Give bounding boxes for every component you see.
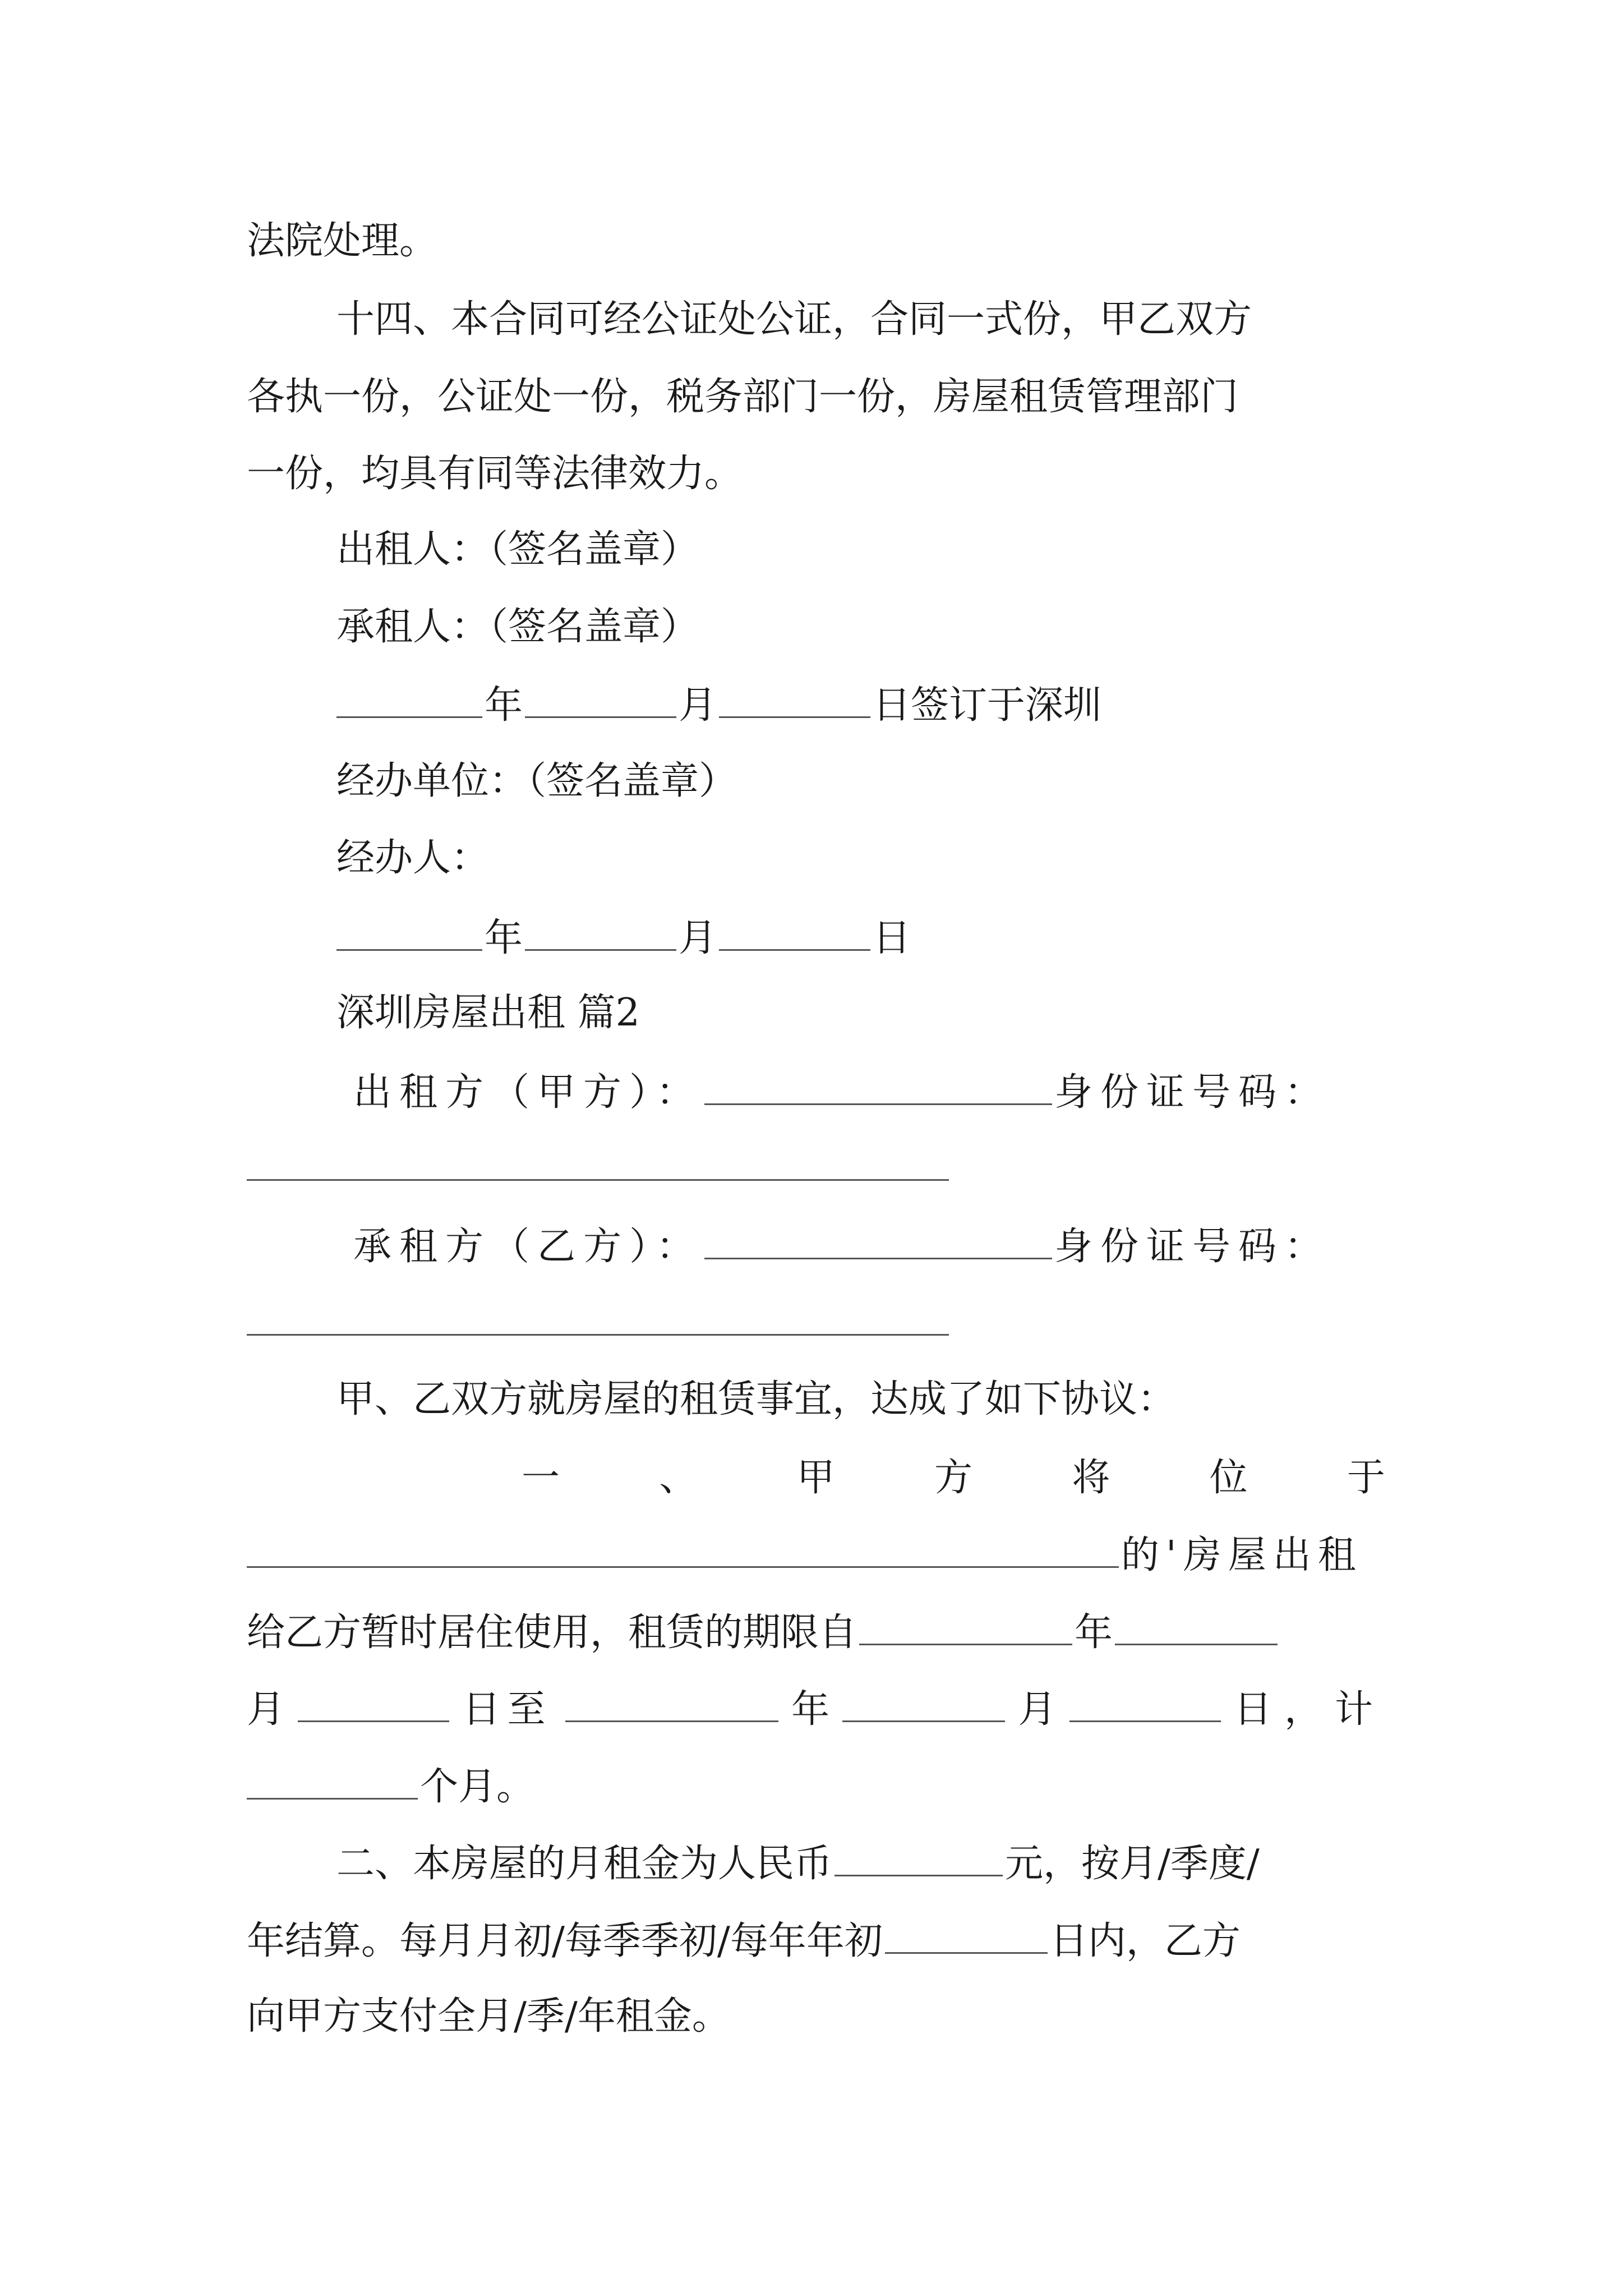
clause-1-line-2 [247, 1526, 1385, 1582]
char: 于 [1347, 1456, 1385, 1500]
end-year-blank[interactable] [565, 1680, 778, 1722]
months-label: 个月。 [420, 1765, 535, 1809]
month-label: 月 [1018, 1687, 1057, 1732]
clause-1-line-5 [247, 1757, 1385, 1814]
clause-2-line-3: 向甲方支付全月/季/年租金。 [247, 1994, 730, 2039]
year-blank[interactable] [336, 909, 482, 951]
section-heading: 深圳房屋出租 篇2 [336, 991, 640, 1035]
signing-date-line [336, 676, 1385, 732]
char: 、 [659, 1456, 698, 1500]
clause-2-line-1 [336, 1834, 1385, 1890]
day-blank[interactable] [719, 909, 870, 951]
months-count-blank[interactable] [247, 1757, 418, 1800]
char: 一 [522, 1456, 560, 1500]
day-blank[interactable] [719, 676, 870, 718]
lessee-id-blank[interactable] [247, 1334, 949, 1336]
clause-14-line-3: 一份，均具有同等法律效力。 [247, 452, 743, 496]
lessee-name-blank[interactable] [704, 1217, 1052, 1259]
end-day-blank[interactable] [1069, 1680, 1221, 1722]
payment-time-label: 年结算。每月月初/每季季初/每年年初 [247, 1919, 883, 1963]
clause-1-line-4 [247, 1680, 1385, 1736]
lessee-line [353, 1217, 1385, 1273]
payment-days-blank[interactable] [885, 1912, 1048, 1954]
char: 甲 [796, 1456, 835, 1500]
agent-date-line [336, 909, 1385, 965]
year-blank[interactable] [336, 676, 482, 718]
use-label: 给乙方暂时居住使用，租赁的期限自 [247, 1611, 857, 1655]
rent-amount-blank[interactable] [834, 1834, 1003, 1876]
start-day-blank[interactable] [298, 1680, 449, 1722]
clause-14-line-2: 各执一份，公证处一份，税务部门一份，房屋租赁管理部门 [247, 375, 1239, 419]
year-label: 年 [1075, 1611, 1113, 1655]
agency-signature-line: 经办单位：（签名盖章） [336, 759, 737, 803]
house-location-blank[interactable] [247, 1526, 1119, 1568]
char: 位 [1209, 1456, 1248, 1500]
lessor-name-blank[interactable] [704, 1063, 1052, 1105]
lessee-id-label: 身份证号码： [1054, 1225, 1331, 1269]
year-label: 年 [791, 1687, 829, 1732]
start-year-blank[interactable] [859, 1603, 1072, 1645]
clause-1-line-1 [522, 1450, 1385, 1506]
lessor-id-label: 身份证号码： [1054, 1070, 1331, 1115]
rent-label: 二、本房屋的月租金为人民币 [336, 1842, 833, 1886]
lessor-label: 出租方（甲方）： [353, 1070, 703, 1115]
clause-1-line-3 [247, 1603, 1385, 1659]
end-month-blank[interactable] [842, 1680, 1005, 1722]
clause-2-line-2 [247, 1912, 1385, 1968]
clause-14-line-1: 十四、本合同可经公证处公证，合同一式份，甲乙双方 [336, 297, 1252, 342]
day-label: 日 [873, 916, 911, 960]
char: 将 [1072, 1456, 1110, 1500]
year-label: 年 [485, 916, 523, 960]
text-line: 法院处理。 [247, 219, 438, 263]
month-label: 月 [679, 683, 717, 728]
day-to-label: 日至 [462, 1687, 552, 1732]
house-label: 的'房屋出租 [1121, 1533, 1363, 1577]
start-month-blank[interactable] [1115, 1603, 1278, 1645]
lessor-line [353, 1063, 1385, 1119]
within-days-label: 日内，乙方 [1049, 1919, 1241, 1963]
lessee-signature-line: 承租人：（签名盖章） [336, 605, 699, 649]
month-blank[interactable] [525, 909, 676, 951]
month-label: 月 [247, 1687, 285, 1732]
lessor-id-blank[interactable] [247, 1179, 949, 1181]
lessee-label: 承租方（乙方）： [353, 1225, 703, 1269]
agreement-intro: 甲、乙双方就房屋的租赁事宜，达成了如下协议： [336, 1377, 1176, 1421]
agent-line: 经办人： [336, 836, 490, 880]
year-label: 年 [485, 683, 523, 728]
day-place-label: 日签订于深圳 [873, 683, 1102, 728]
month-label: 月 [679, 916, 717, 960]
char: 方 [934, 1456, 972, 1500]
lessor-signature-line: 出租人：（签名盖章） [336, 527, 699, 572]
month-blank[interactable] [525, 676, 676, 718]
day-total-label: 日，计 [1233, 1687, 1385, 1732]
settlement-label: 元，按月/季度/ [1005, 1842, 1260, 1886]
